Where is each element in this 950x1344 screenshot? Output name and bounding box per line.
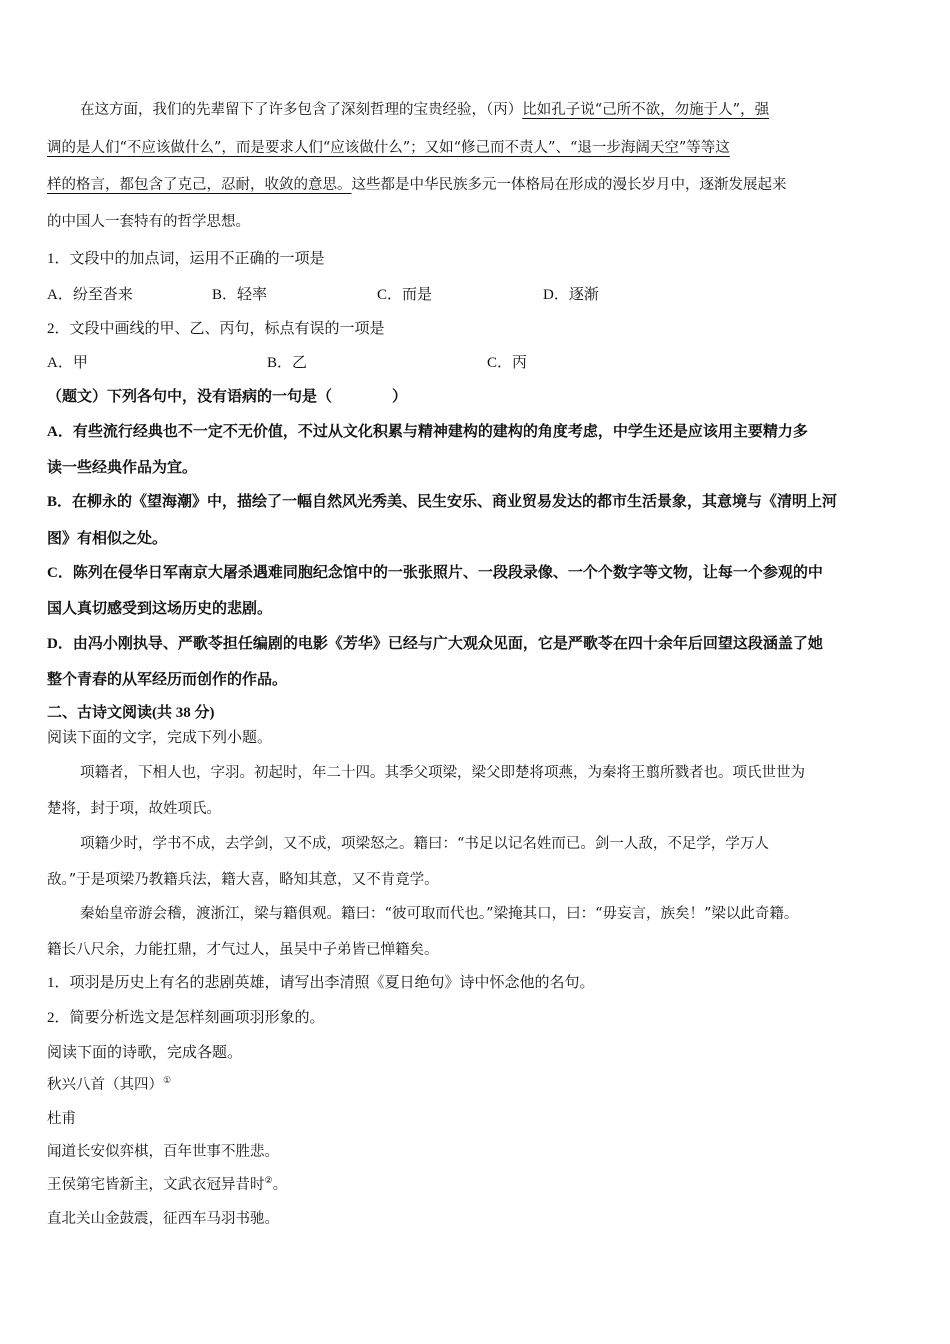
poem-line-2-end: 。	[272, 1177, 288, 1193]
passage-text: 的中国人一套特有的哲学思想。	[47, 214, 250, 230]
poem-line-1: 闻道长安似弈棋，百年世事不胜悲。	[47, 1144, 279, 1160]
footnote-marker: ②	[264, 1176, 273, 1187]
passage-line-2	[47, 130, 730, 167]
q3-option-c-line2[interactable]: 国人真切感受到这场历史的悲剧。	[47, 601, 273, 617]
underlined-sentence-bing: 比如孔子说“己所不欲，勿施于人”，强	[522, 102, 770, 118]
q1-stem: 1．文段中的加点词，运用不正确的一项是	[47, 251, 325, 267]
q3-option-d-line2[interactable]: 整个青春的从军经历而创作的作品。	[47, 672, 288, 688]
classical-paragraph-2-line1: 项籍少时，学书不成，去学剑，又不成，项梁怒之。籍曰：“书足以记名姓而已。剑一人敌，不足学，学万人	[80, 836, 769, 852]
passage-line-4	[47, 204, 250, 241]
q1-option-d[interactable]: D．逐渐	[543, 287, 599, 303]
classical-paragraph-3-line2: 籍长八尺余，力能扛鼎，才气过人，虽吴中子弟皆已惮籍矣。	[47, 942, 439, 958]
q3-option-a-line2[interactable]: 读一些经典作品为宜。	[47, 460, 198, 476]
q2-option-c[interactable]: C．丙	[487, 355, 528, 371]
passage-text: 在这方面，我们的先辈留下了许多包含了深刻哲理的宝贵经验，（丙）	[80, 102, 523, 118]
poem-intro: 阅读下面的诗歌，完成各题。	[47, 1045, 243, 1061]
poem-line-3: 直北关山金鼓震，征西车马羽书驰。	[47, 1211, 279, 1227]
poem-line-2	[47, 1173, 287, 1194]
passage-line-3	[47, 167, 787, 204]
passage-line-1	[80, 92, 769, 129]
classical-paragraph-3-line1: 秦始皇帝游会稽，渡浙江，梁与籍俱观。籍曰：“彼可取而代也。”梁掩其口，曰：“毋妄言，族矣！”梁以此奇籍。	[80, 906, 799, 922]
q1-option-a[interactable]: A．纷至沓来	[47, 287, 133, 303]
poem-title	[47, 1073, 171, 1094]
q1-option-c[interactable]: C．而是	[377, 287, 433, 303]
section-2-title: 二、古诗文阅读(共 38 分)	[47, 705, 215, 721]
q3-stem: （题文）下列各句中，没有语病的一句是（ ）	[47, 389, 408, 405]
q2-option-b[interactable]: B．乙	[267, 355, 308, 371]
q2-option-a[interactable]: A．甲	[47, 355, 88, 371]
q3-option-d-line1[interactable]: D．由冯小刚执导、严歌苓担任编剧的电影《芳华》已经与广大观众见面，它是严歌苓在四十余年后回望这段涵盖了她	[47, 636, 823, 652]
q3-option-b-line1[interactable]: B．在柳永的《望海潮》中，描绘了一幅自然风光秀美、民生安乐、商业贸易发达的都市生活景象，其意境与《清明上河	[47, 494, 838, 510]
poem-title-text: 秋兴八首（其四）	[47, 1077, 163, 1093]
poem-author: 杜甫	[47, 1111, 76, 1127]
classical-paragraph-2-line2: 敌。”于是项梁乃教籍兵法，籍大喜，略知其意，又不肯竟学。	[47, 872, 439, 888]
q1-option-b[interactable]: B．轻率	[212, 287, 268, 303]
passage-text: 这些都是中华民族多元一体格局在形成的漫长岁月中，逐渐发展起来	[351, 177, 787, 193]
q2-stem: 2．文段中画线的甲、乙、丙句，标点有误的一项是	[47, 321, 385, 337]
q3-option-b-line2[interactable]: 图》有相似之处。	[47, 531, 168, 547]
footnote-marker: ①	[163, 1076, 172, 1087]
underlined-sentence: 调的是人们“不应该做什么”，而是要求人们“应该做什么”；又如“修己而不责人”、“退一步海阔天空”等等这	[47, 140, 730, 156]
section-2-intro: 阅读下面的文字，完成下列小题。	[47, 730, 273, 746]
classical-paragraph-1-line2: 楚将，封于项，故姓项氏。	[47, 801, 221, 817]
underlined-sentence: 样的格言，都包含了克己，忍耐，收敛的意思。	[47, 177, 352, 193]
q3-option-a-line1[interactable]: A．有些流行经典也不一定不无价值，不过从文化积累与精神建构的建构的角度考虑，中学生还是应该用主要精力多	[47, 424, 808, 440]
classical-paragraph-1-line1: 项籍者，下相人也，字羽。初起时，年二十四。其季父项梁，梁父即楚将项燕，为秦将王翦所戮者也。项氏世世为	[80, 765, 805, 781]
section-2-question-2: 2．简要分析选文是怎样刻画项羽形象的。	[47, 1010, 325, 1026]
q3-option-c-line1[interactable]: C．陈列在侵华日军南京大屠杀遇难同胞纪念馆中的一张张照片、一段段录像、一个个数字等文物，让每一个参观的中	[47, 565, 823, 581]
poem-line-2-text: 王侯第宅皆新主，文武衣冠异昔时	[47, 1177, 265, 1193]
section-2-question-1: 1．项羽是历史上有名的悲剧英雄，请写出李清照《夏日绝句》诗中怀念他的名句。	[47, 975, 595, 991]
